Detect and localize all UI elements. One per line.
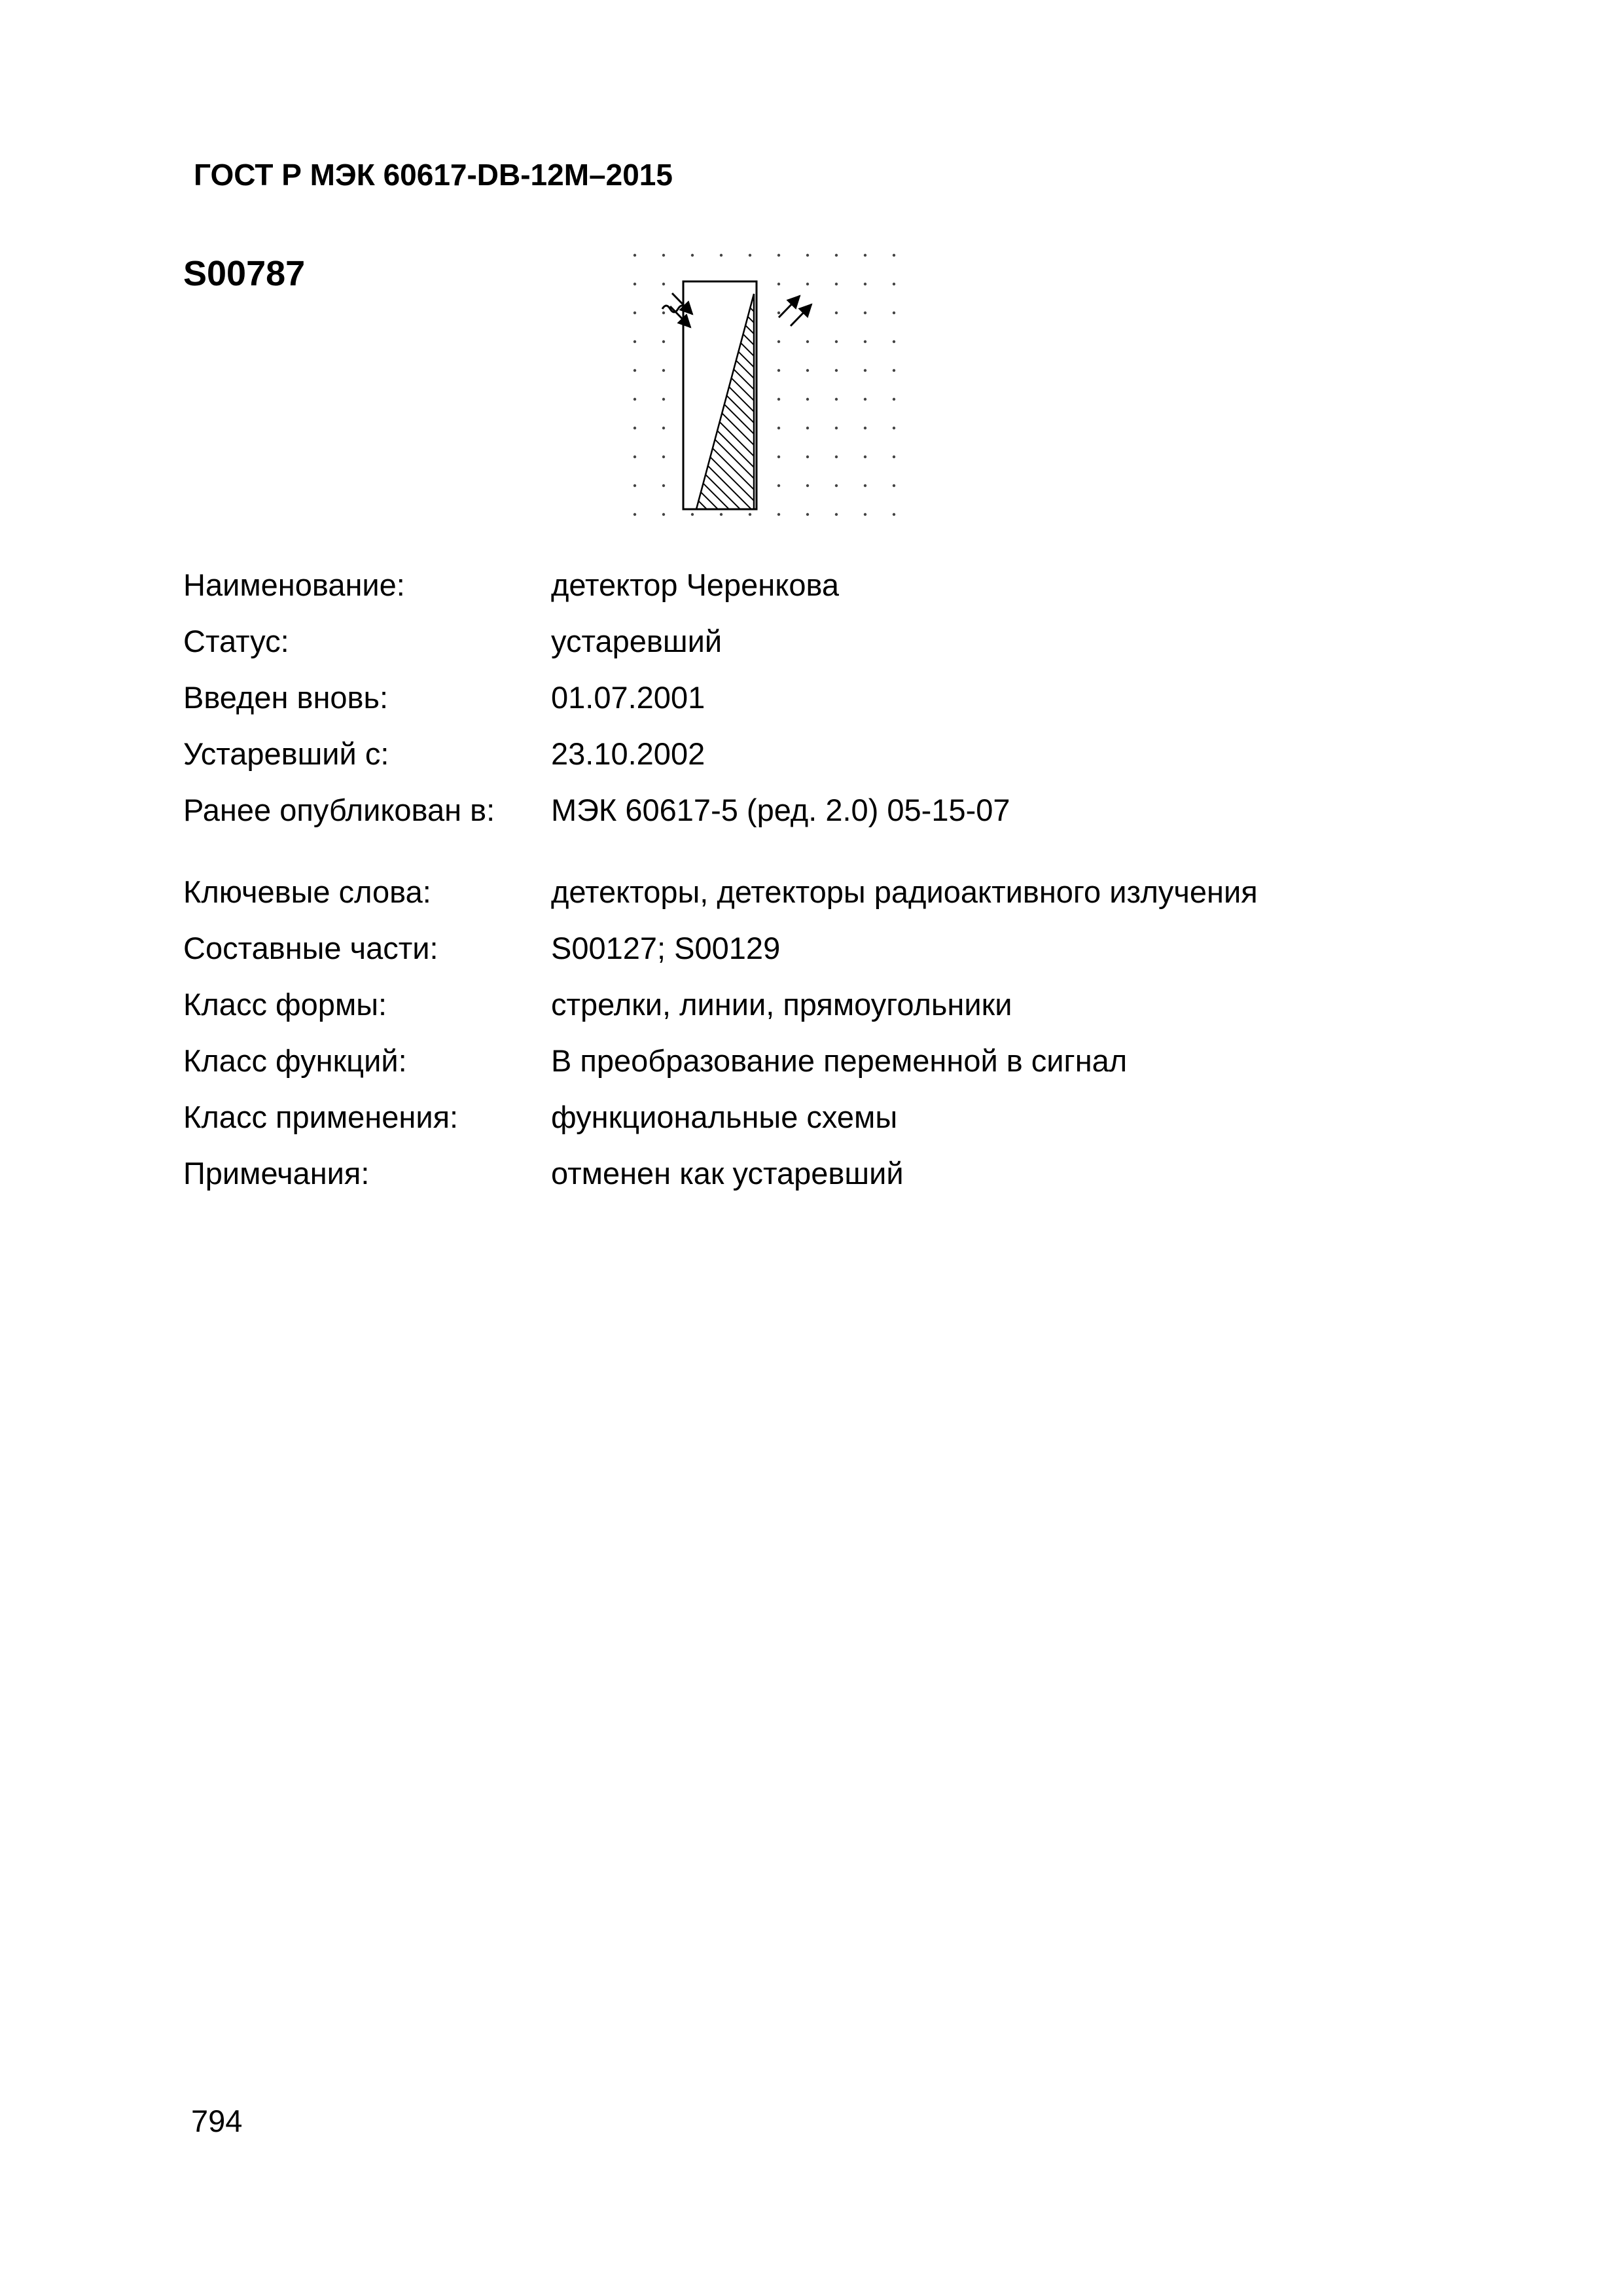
property-label: Составные части: [183,930,438,965]
cherenkov-detector-symbol-icon [589,229,955,543]
property-row [183,863,1492,920]
properties-group-classification [183,863,1492,1201]
property-label: Введен вновь: [183,679,389,715]
property-label: Статус: [183,623,289,658]
incoming-radiation-arrow-icon [662,293,692,327]
property-row [183,1032,1492,1088]
property-row [183,1145,1492,1201]
property-value: устаревший [551,623,722,658]
property-value: стрелки, линии, прямоугольники [551,986,1012,1022]
property-label: Наименование: [183,567,405,602]
property-label: Класс функций: [183,1043,407,1078]
property-label: Примечания: [183,1155,370,1191]
hatched-triangle [589,288,955,511]
symbol-figure [589,229,955,543]
property-value: 23.10.2002 [551,736,705,771]
property-row [183,725,1492,781]
property-row [183,669,1492,725]
property-row [183,976,1492,1032]
page-number: 794 [191,2104,243,2138]
properties-table [183,556,1492,1201]
property-value: детектор Черенкова [551,567,840,602]
detector-body [683,281,757,509]
property-value: функциональные схемы [551,1099,898,1134]
property-value: отменен как устаревший [551,1155,904,1191]
property-row [183,1088,1492,1145]
property-value: МЭК 60617-5 (ред. 2.0) 05-15-07 [551,792,1010,827]
property-value: S00127; S00129 [551,930,781,965]
property-row [183,781,1492,838]
property-value: детекторы, детекторы радиоактивного излучения [551,874,1258,909]
property-value: В преобразование переменной в сигнал [551,1043,1128,1078]
property-label: Ключевые слова: [183,874,431,909]
property-label: Ранее опубликован в: [183,792,495,827]
property-row [183,556,1492,613]
properties-group-main [183,556,1492,838]
property-row [183,920,1492,976]
standard-header: ГОСТ Р МЭК 60617-DB-12M–2015 [194,158,673,192]
property-label: Класс применения: [183,1099,459,1134]
property-value: 01.07.2001 [551,679,705,715]
property-label: Класс формы: [183,986,387,1022]
outgoing-light-arrow-icon [779,296,812,326]
property-row [183,613,1492,669]
symbol-code: S00787 [183,254,306,293]
property-label: Устаревший с: [183,736,389,771]
